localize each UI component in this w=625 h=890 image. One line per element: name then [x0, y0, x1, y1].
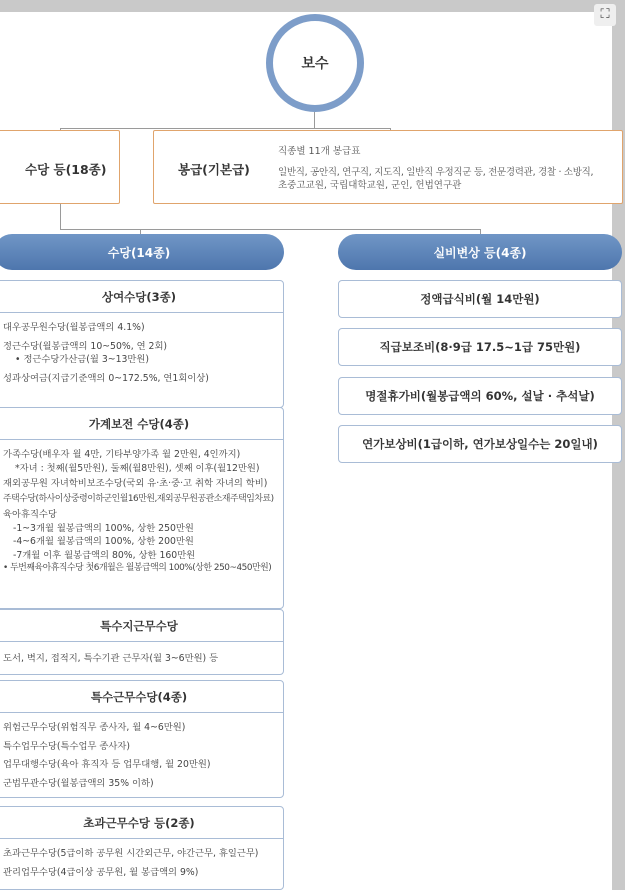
group-bonus-body — [0, 313, 283, 389]
left-column-header — [0, 234, 284, 270]
left-column-header-label: 수당(14종) — [107, 245, 171, 260]
right-item-label: 정액급식비(월 14만원) — [420, 292, 540, 306]
group-overtime-title: 초과근무수당 등(2종) — [0, 807, 283, 839]
group-row: 특수업무수당(특수업무 종사자) — [3, 740, 130, 752]
group-row: 초과근무수당(5급이하 공무원 시간외근무, 야간근무, 휴일근무) — [3, 848, 259, 859]
group-row: 업무대행수당(육아 휴직자 등 업무대행, 월 20만원) — [3, 759, 211, 770]
group-row: • 두번째육아휴직수당 첫6개월은 월봉급액의 100%(상한 250~450만원) — [3, 563, 272, 573]
connector-mid-horizontal — [60, 229, 480, 230]
group-special-duty-body — [0, 713, 283, 794]
group-row: 성과상여금(지급기준액의 0~172.5%, 연1회이상) — [3, 372, 209, 384]
group-overtime — [0, 806, 284, 890]
group-row: 관리업무수당(4급이상 공무원, 월 봉급액의 9%) — [3, 866, 199, 878]
salary-box-title: 봉급(기본급) — [178, 162, 250, 177]
group-row: 육아휴직수당 — [3, 509, 57, 520]
right-item-holiday — [338, 377, 622, 415]
right-column-header — [338, 234, 622, 270]
connector-root-down — [314, 112, 315, 128]
group-row: 위험근무수당(위험직무 종사자, 월 4~6만원) — [3, 722, 186, 733]
group-row: -1~3개월 월봉급액의 100%, 상한 250만원 — [13, 522, 194, 534]
group-special-area — [0, 609, 284, 675]
right-item-meal — [338, 280, 622, 318]
group-household-body — [0, 440, 283, 580]
group-row: -4~6개월 월봉급액의 100%, 상한 200만원 — [13, 536, 194, 547]
root-label: 보수 — [301, 56, 329, 72]
group-bonus — [0, 280, 284, 408]
expand-icon[interactable]: ⛶ — [594, 4, 616, 26]
group-special-duty-title: 특수근무수당(4종) — [0, 681, 283, 713]
right-column-header-label: 실비변상 등(4종) — [433, 245, 527, 260]
right-item-label: 직급보조비(8·9급 17.5~1급 75만원) — [379, 340, 581, 354]
group-row: 정근수당(월봉급액의 10~50%, 연 2회) — [3, 340, 168, 352]
root-node — [266, 14, 364, 112]
allowance-box — [0, 130, 120, 204]
right-item-leave — [338, 425, 622, 463]
salary-box-line-1: 일반직, 공안직, 연구직, 지도직, 일반직 우정직군 등, 전문경력관, 경찰 · 소방직, — [278, 167, 594, 178]
group-special-area-body — [0, 642, 283, 670]
group-row: 대우공무원수당(월봉급액의 4.1%) — [3, 322, 145, 333]
group-row: 가족수당(배우자 월 4만, 기타부양가족 월 2만원, 4인까지) — [3, 449, 241, 460]
group-row: -7개월 이후 월봉급액의 80%, 상한 160만원 — [13, 549, 196, 561]
diagram-sheet — [0, 12, 612, 890]
salary-box — [153, 130, 623, 204]
right-item-label: 연가보상비(1급이하, 연가보상일수는 20일내) — [362, 437, 598, 451]
group-household — [0, 407, 284, 609]
group-household-title: 가계보전 수당(4종) — [0, 408, 283, 440]
group-row: • 정근수당가산금(월 3~13만원) — [15, 354, 149, 365]
right-item-label: 명절휴가비(월봉급액의 60%, 설날 · 추석날) — [365, 389, 595, 403]
group-overtime-body — [0, 839, 283, 883]
group-row: 주택수당(하사이상중령이하군인월16만원,재외공무원공관소재주택임차료) — [3, 493, 274, 504]
group-row: 도서, 벽지, 접적지, 특수기관 근무자(월 3~6만원) 등 — [3, 653, 219, 664]
salary-box-subtitle: 직종별 11개 봉급표 — [278, 146, 361, 157]
group-bonus-title: 상여수당(3종) — [0, 281, 283, 313]
right-item-position — [338, 328, 622, 366]
connector-mid-down — [60, 204, 61, 229]
group-special-duty — [0, 680, 284, 798]
allowance-box-title: 수당 등(18종) — [25, 162, 107, 177]
salary-box-line-2: 초중고교원, 국립대학교원, 군인, 헌법연구관 — [278, 180, 462, 191]
group-row: *자녀 : 첫째(월5만원), 둘째(월8만원), 셋째 이후(월12만원) — [15, 462, 260, 474]
group-row: 군법무관수당(월봉급액의 35% 이하) — [3, 777, 154, 789]
connector-top-horizontal — [60, 128, 390, 129]
group-row: 재외공무원 자녀학비보조수당(국외 유·초·중·고 취학 자녀의 학비) — [3, 478, 268, 489]
group-special-area-title: 특수지근무수당 — [0, 610, 283, 642]
